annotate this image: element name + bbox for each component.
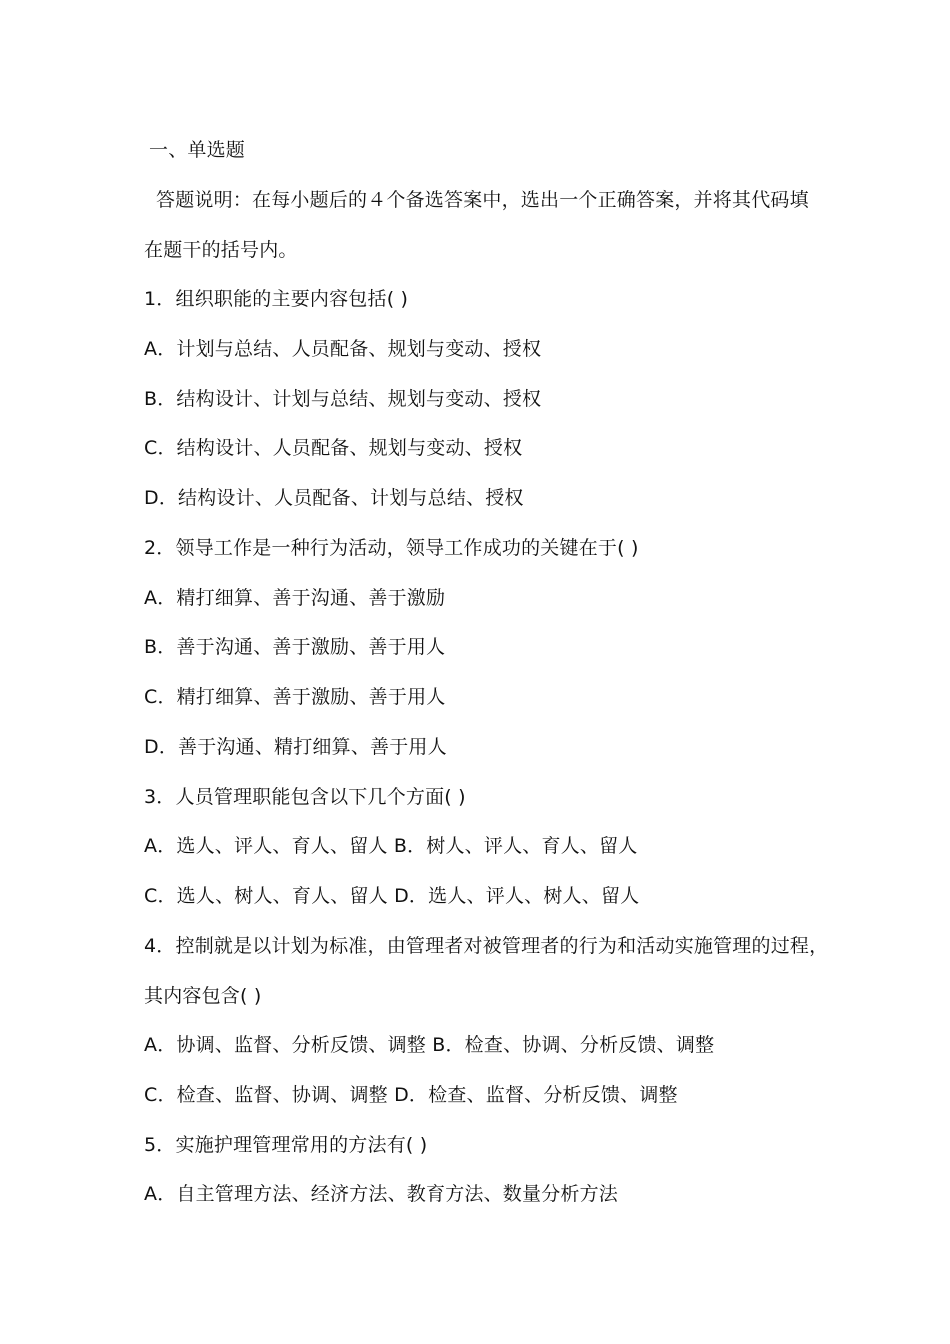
question-5: 5．实施护理管理常用的方法有( ) [144,1134,428,1156]
section-title: 一、单选题 [149,139,246,161]
question-2-option-d: D．善于沟通、精打细算、善于用人 [144,736,447,758]
question-4-options-cd: C．检查、监督、协调、调整 D．检查、监督、分析反馈、调整 [144,1084,678,1106]
question-1: 1．组织职能的主要内容包括( ) [144,288,409,310]
question-3: 3．人员管理职能包含以下几个方面( ) [144,786,466,808]
question-1-option-d: D．结构设计、人员配备、计划与总结、授权 [144,487,524,509]
instructions-line-1: 答题说明：在每小题后的４个备选答案中，选出一个正确答案，并将其代码填 [156,189,809,211]
question-4-options-ab: A．协调、监督、分析反馈、调整 B．检查、协调、分析反馈、调整 [144,1034,715,1056]
question-3-options-cd: C．选人、树人、育人、留人 D．选人、评人、树人、留人 [144,885,640,907]
question-4-line-2: 其内容包含( ) [144,985,262,1007]
question-3-options-ab: A．选人、评人、育人、留人 B．树人、评人、育人、留人 [144,835,638,857]
instructions-line-2: 在题干的括号内。 [144,239,298,261]
question-1-option-a: A．计划与总结、人员配备、规划与变动、授权 [144,338,542,360]
question-2-option-b: B．善于沟通、善于激励、善于用人 [144,636,446,658]
question-1-option-c: C．结构设计、人员配备、规划与变动、授权 [144,437,523,459]
question-2: 2．领导工作是一种行为活动，领导工作成功的关键在于( ) [144,537,639,559]
question-1-option-b: B．结构设计、计划与总结、规划与变动、授权 [144,388,542,410]
question-4-line-1: 4．控制就是以计划为标准，由管理者对被管理者的行为和活动实施管理的过程， [144,935,829,957]
question-2-option-c: C．精打细算、善于激励、善于用人 [144,686,446,708]
question-5-option-a: A．自主管理方法、经济方法、教育方法、数量分析方法 [144,1183,618,1205]
question-2-option-a: A．精打细算、善于沟通、善于激励 [144,587,446,609]
